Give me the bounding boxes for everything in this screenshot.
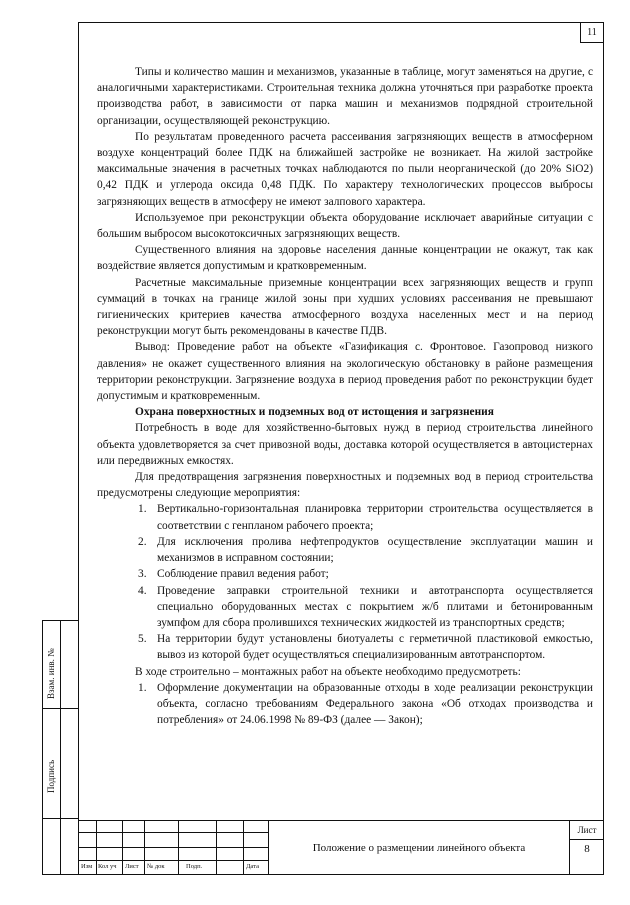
sheet-label: Лист [570,821,604,840]
sidebar-label-signature: Подпись [46,759,56,793]
stamp-col-sign: Подп. [186,863,203,870]
stamp-col-count: Кол уч [98,863,117,870]
document-body [97,64,593,728]
paragraph-concentrations: Расчетные максимальные приземные концентрации всех загрязняющих веществ и групп суммаций в точках на границе жилой зоны при худших условиях рассеивания не превышают гигиенических критериев качества атмосферного воздуха населенных мест и на период реконструкции могут быть рекомендованы в качестве ПДВ. [97,276,593,338]
construction-list [97,680,593,729]
paragraph-water-supply: Потребность в воде для хозяйственно-бытовых нужд в период строительства линейного объекта удовлетворяется за счет привозной воды, доставка которой осуществляется в автоцистернах или передвижных емкостях. [97,422,593,467]
paragraph-machines: Типы и количество машин и механизмов, указанные в таблице, могут заменяться на другие, с аналогичными характеристиками. Строительная техника должна уточняться при разработке проекта производства работ, в зависимости от парка машин и механизмов подрядной строительной организации, осуществляющей реконструкцию. [97,66,593,127]
paragraph-health: Существенного влияния на здоровье населения данные концентрации не окажут, так как воздействие является допустимым и кратковременным. [97,244,593,273]
stamp-col-doc: № док [147,863,165,870]
list-item: 2. Для исключения пролива нефтепродуктов осуществление эксплуатации машин и механизмов в исправном состоянии; [138,535,593,565]
paragraph-dispersion: По результатам проведенного расчета рассеивания загрязняющих веществ в атмосферном воздухе концентраций более ПДК на ближайшей застройке не возникает. На жилой застройке максимальные значения в расчетных точках наблюдаются по пыли неорганической (до 20% SiO2) 0,42 ПДК и углерода оксида 0,48 ПДК. По характеру технологических процессов выбросы загрязняющих веществ в атмосферу не имеют залпового характера. [97,130,593,208]
list-item: 1. Оформление документации на образованные отходы в ходе реализации реконструкции объекта, согласно требованиям Федерального закона «Об отходах производства и потребления» от 24.06.1998 № 89-ФЗ (далее — Закон); [138,681,593,727]
sheet-number: 8 [584,843,590,855]
sidebar-label-replacement: Взам. инв. № [46,648,56,699]
list-item: 1. Вертикально-горизонтальная планировка территории строительства осуществляется в соответствии с генпланом рабочего проекта; [138,503,593,532]
list-item: 3. Соблюдение правил ведения работ; [138,568,329,581]
paragraph-conclusion: Вывод: Проведение работ на объекте «Газификация с. Фронтовое. Газопровод низкого давления» не окажет существенного влияния на экологическую обстановку в районе размещения территории реконструкции. Загрязнение воздуха в период проведения работ по реконструкции будет допустимым и кратковременным. [97,341,593,403]
side-stamp [42,620,78,875]
list-item: 4. Проведение заправки строительной техники и автотранспорта осуществляется специально оборудованных местах с покрытием ж/б плитами и бетонированным зумпфом для сбора пролившихся технических жидкостей из транспортных средств; [138,584,593,629]
measures-list [97,501,593,663]
sheet-cell [569,821,604,875]
paragraph-construction-intro: В ходе строительно – монтажных работ на объекте необходимо предусмотреть: [135,665,521,678]
list-item: 5. На территории будут установлены биотуалеты с герметичной пластиковой емкостью, вывоз из которой будет осуществляться специализированным автотранспортом. [138,633,593,662]
stamp-col-sheet: Лист [125,863,139,870]
page-number-box: 11 [580,23,603,43]
paragraph-equipment: Используемое при реконструкции объекта оборудование исключает аварийные ситуации с большим выбросом высокотоксичных загрязняющих веществ. [97,211,593,241]
stamp-col-change: Изм [81,863,93,870]
paragraph-measures-intro: Для предотвращения загрязнения поверхностных и подземных вод в период строительства предусмотрены следующие мероприятия: [97,471,593,500]
stamp-col-date: Дата [246,863,259,870]
section-heading: Охрана поверхностных и подземных вод от истощения и загрязнения [135,406,494,419]
title-block [78,820,604,875]
document-title: Положение о размещении линейного объекта [268,821,569,875]
